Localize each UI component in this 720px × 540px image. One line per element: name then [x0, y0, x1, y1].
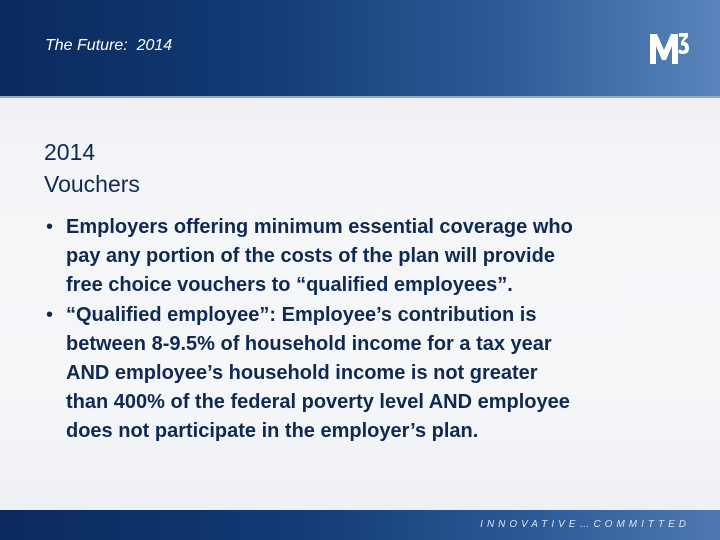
- bullet-line: pay any portion of the costs of the plan will provide: [66, 245, 555, 268]
- bullet-item: [44, 213, 684, 301]
- bullet-line: “Qualified employee”: Employee’s contribution is: [66, 303, 537, 326]
- bullet-item: [44, 301, 684, 447]
- m3-logo-icon: [648, 30, 690, 66]
- slide-header: [0, 0, 720, 98]
- slide-title: The Future: 2014: [45, 37, 173, 54]
- company-logo: [648, 30, 690, 66]
- bullet-list: [44, 213, 684, 447]
- slide-footer: [0, 510, 720, 540]
- heading-year: 2014: [44, 139, 96, 165]
- footer-tagline: INNOVATIVE…COMMITTED: [480, 519, 690, 530]
- bullet-line: between 8-9.5% of household income for a tax year: [66, 332, 552, 355]
- slide-body: [0, 98, 720, 510]
- bullet-line: free choice vouchers to “qualified employees”.: [66, 274, 513, 297]
- content-heading: [44, 136, 644, 200]
- bullet-marker: •: [46, 216, 54, 238]
- bullet-line: does not participate in the employer’s plan.: [66, 420, 479, 443]
- bullet-marker: •: [46, 303, 54, 326]
- bullet-line: Employers offering minimum essential coverage who: [66, 216, 573, 238]
- bullet-line: AND employee’s household income is not greater: [66, 362, 538, 385]
- bullet-line: than 400% of the federal poverty level AND employee: [66, 391, 570, 414]
- heading-topic: Vouchers: [44, 171, 140, 197]
